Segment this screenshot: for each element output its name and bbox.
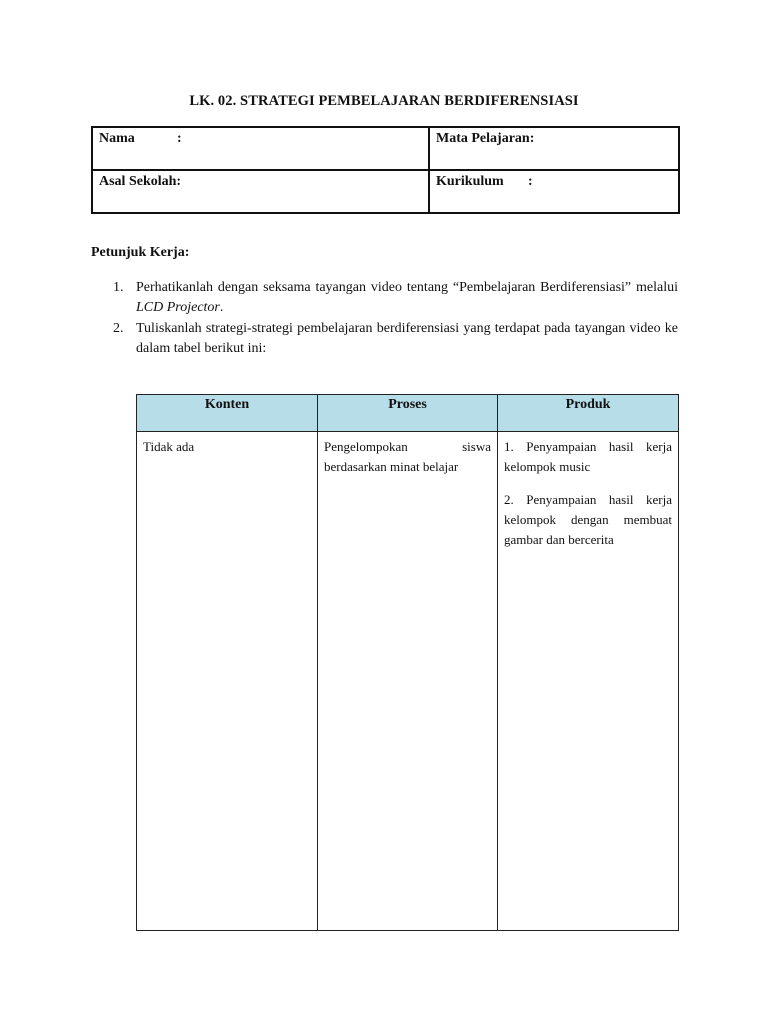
nama-label: Nama bbox=[99, 131, 135, 146]
instruction-item bbox=[91, 278, 678, 318]
header-konten: Konten bbox=[137, 395, 318, 432]
instructions-list bbox=[91, 278, 678, 360]
instruction-text: Perhatikanlah dengan seksama tayangan video tentang “Pembelajaran Berdiferensiasi” melalui bbox=[136, 280, 678, 295]
instruction-number: 2. bbox=[113, 321, 124, 336]
produk-item: 2. Penyampaian hasil kerja kelompok dengan membuat gambar dan bercerita bbox=[504, 492, 672, 547]
instruction-emphasis: LCD Projector bbox=[136, 300, 220, 315]
nama-colon: : bbox=[177, 131, 182, 146]
kurikulum-field[interactable] bbox=[429, 170, 679, 213]
produk-item: 1. Penyampaian hasil kerja kelompok music bbox=[504, 439, 672, 474]
strategy-table bbox=[136, 394, 679, 931]
identity-row bbox=[92, 170, 679, 213]
mata-pelajaran-label: Mata Pelajaran: bbox=[436, 131, 535, 146]
proses-text: Pengelompokan siswa berdasarkan minat belajar bbox=[324, 439, 491, 474]
proses-cell[interactable] bbox=[318, 432, 498, 931]
konten-cell[interactable] bbox=[137, 432, 318, 931]
instruction-text-end: . bbox=[219, 300, 224, 315]
asal-sekolah-field[interactable] bbox=[92, 170, 429, 213]
header-produk: Produk bbox=[498, 395, 679, 432]
konten-text: Tidak ada bbox=[143, 439, 195, 454]
instructions-heading: Petunjuk Kerja: bbox=[91, 245, 190, 260]
nama-field[interactable] bbox=[92, 127, 429, 170]
page-title: LK. 02. STRATEGI PEMBELAJARAN BERDIFERENSIASI bbox=[189, 93, 579, 109]
kurikulum-colon: : bbox=[528, 174, 533, 189]
mata-pelajaran-field[interactable] bbox=[429, 127, 679, 170]
instruction-item bbox=[91, 319, 678, 359]
identity-row bbox=[92, 127, 679, 170]
header-proses: Proses bbox=[318, 395, 498, 432]
identity-table bbox=[91, 126, 680, 214]
table-row bbox=[137, 432, 679, 931]
instruction-text: Tuliskanlah strategi-strategi pembelajaran berdiferensiasi yang terdapat pada tayangan video ke dalam tabel berikut ini: bbox=[136, 321, 678, 356]
produk-cell[interactable] bbox=[498, 432, 679, 931]
kurikulum-label: Kurikulum bbox=[436, 174, 504, 189]
instruction-number: 1. bbox=[113, 280, 124, 295]
table-header-row bbox=[137, 395, 679, 432]
asal-sekolah-label: Asal Sekolah: bbox=[99, 174, 182, 189]
